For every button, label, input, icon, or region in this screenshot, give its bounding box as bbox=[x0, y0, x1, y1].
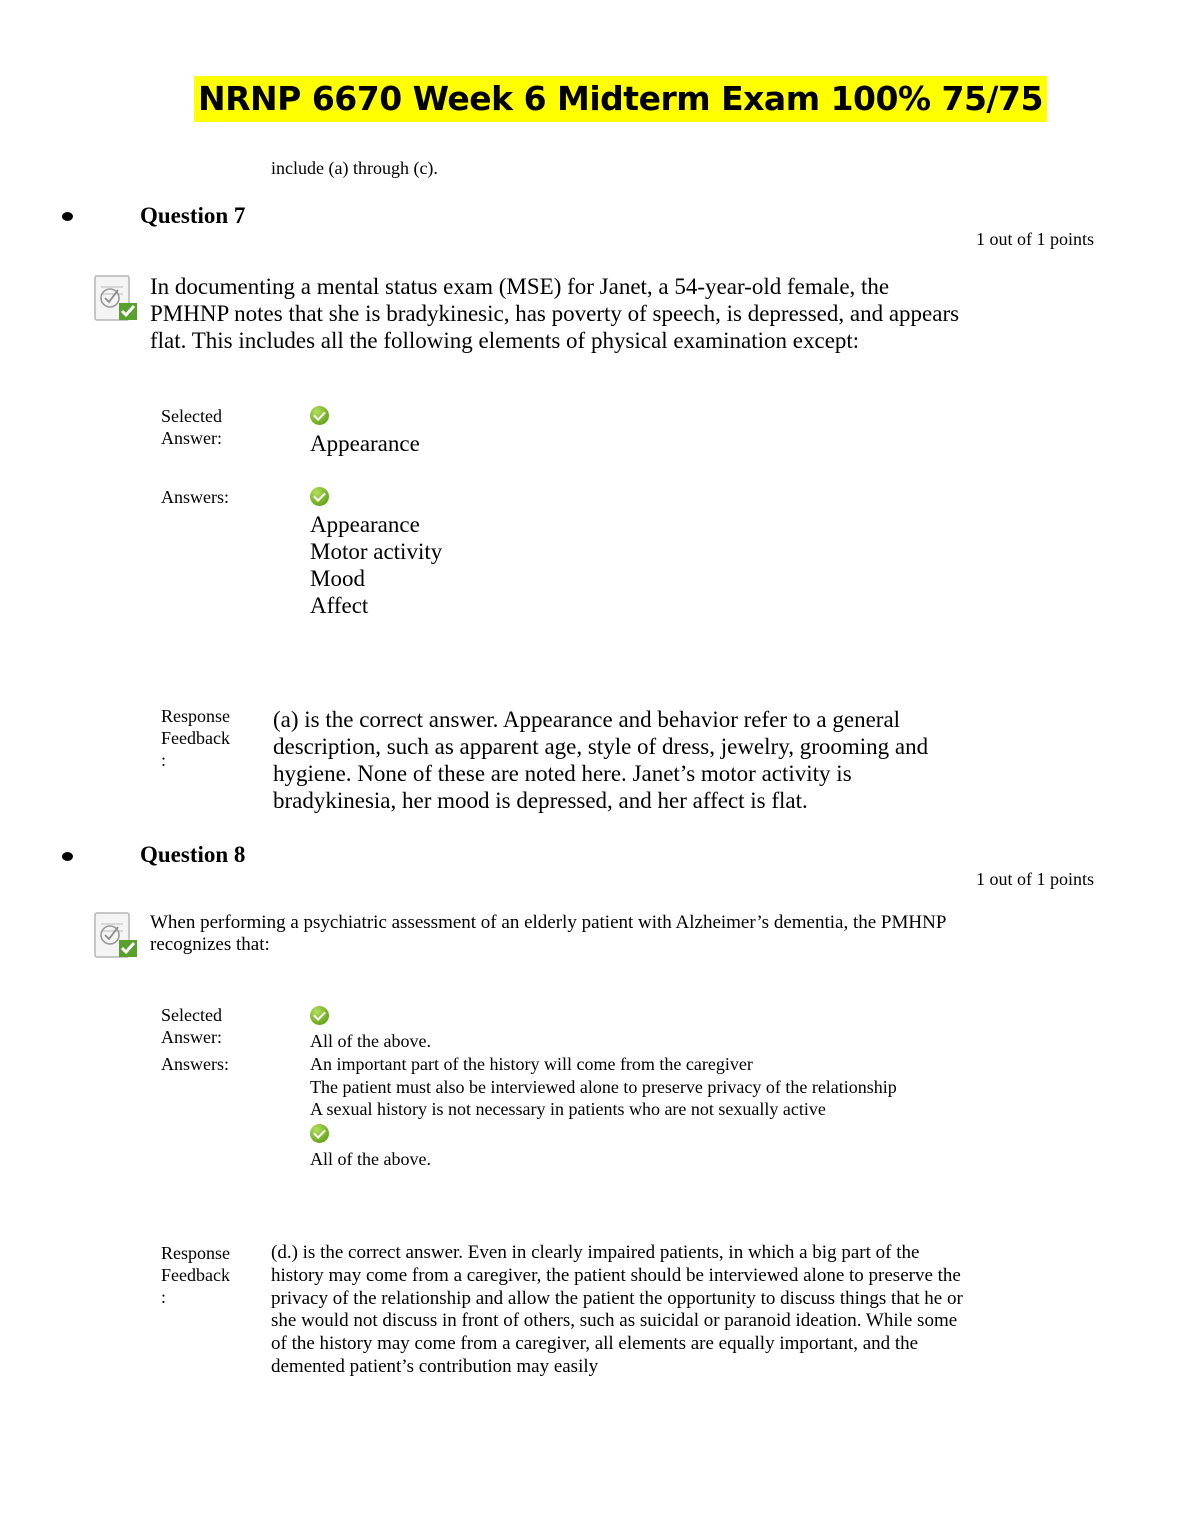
bullet-dot bbox=[62, 212, 73, 221]
selected-answer-text: Appearance bbox=[310, 431, 420, 456]
answers-label: Answers: bbox=[161, 1054, 229, 1074]
green-check-icon bbox=[310, 487, 329, 506]
previous-question-fragment: include (a) through (c). bbox=[271, 158, 438, 178]
graded-correct-icon bbox=[93, 274, 139, 322]
document-title: NRNP 6670 Week 6 Midterm Exam 100% 75/75 bbox=[194, 76, 1047, 122]
answer-option: Appearance bbox=[310, 512, 420, 537]
question-7-answers bbox=[310, 486, 450, 619]
answer-option: All of the above. bbox=[310, 1148, 431, 1169]
question-8-answers bbox=[310, 1053, 970, 1170]
response-feedback-label: Response Feedback : bbox=[161, 706, 230, 770]
question-7-status-icon bbox=[93, 274, 139, 327]
question-7-text: In documenting a mental status exam (MSE) for Janet, a 54-year-old female, the PMHNP notes that she is bradykinesic, has poverty of speech, is depressed, and appears flat. This includes all the following elements of physical examination except: bbox=[150, 274, 960, 353]
answer-option: Affect bbox=[310, 593, 369, 618]
selected-answer-label: Selected Answer: bbox=[161, 406, 222, 448]
answer-option: A sexual history is not necessary in patients who are not sexually active bbox=[310, 1099, 826, 1120]
question-7-points: 1 out of 1 points bbox=[975, 229, 1094, 249]
answers-label: Answers: bbox=[161, 487, 229, 507]
question-8-feedback: (d.) is the correct answer. Even in clearly impaired patients, in which a big part of the history may come from a caregiver, the patient should be interviewed alone to preserve the privacy of the relationship and allow the patient the opportunity to discuss things that he or she would not discuss in front of others, such as suicidal or paranoid ideation. While some of the history may come from a caregiver, all elements are equally important, and the demented patient’s contribution may easily bbox=[271, 1242, 963, 1377]
question-7-feedback: (a) is the correct answer. Appearance and behavior refer to a general description, such as apparent age, style of dress, jewelry, grooming and hygiene. None of these are noted here. Janet’s motor activity is bradykinesia, her mood is depressed, and her affect is flat. bbox=[273, 707, 929, 813]
question-8-status-icon bbox=[93, 911, 139, 964]
green-check-icon bbox=[310, 406, 329, 425]
selected-answer-label: Selected Answer: bbox=[161, 1005, 222, 1047]
question-8-points: 1 out of 1 points bbox=[975, 869, 1094, 889]
question-8-text: When performing a psychiatric assessment of an elderly patient with Alzheimer’s dementia, the PMHNP recognizes that: bbox=[150, 912, 946, 955]
green-check-icon bbox=[310, 1006, 329, 1025]
question-8-selected-answer bbox=[310, 1005, 970, 1053]
answer-option: Mood bbox=[310, 566, 365, 591]
question-7-selected-answer bbox=[310, 405, 450, 457]
green-check-icon bbox=[310, 1124, 329, 1143]
graded-correct-icon bbox=[93, 911, 139, 959]
bullet-dot bbox=[62, 852, 73, 861]
answer-option: An important part of the history will come from the caregiver bbox=[310, 1054, 753, 1074]
selected-answer-text: All of the above. bbox=[310, 1031, 431, 1051]
question-8-heading: Question 8 bbox=[140, 842, 246, 867]
answer-option: The patient must also be interviewed alone to preserve privacy of the relationship bbox=[310, 1076, 897, 1097]
answer-option: Motor activity bbox=[310, 539, 443, 564]
question-7-heading: Question 7 bbox=[140, 203, 246, 228]
response-feedback-label: Response Feedback : bbox=[161, 1243, 230, 1307]
